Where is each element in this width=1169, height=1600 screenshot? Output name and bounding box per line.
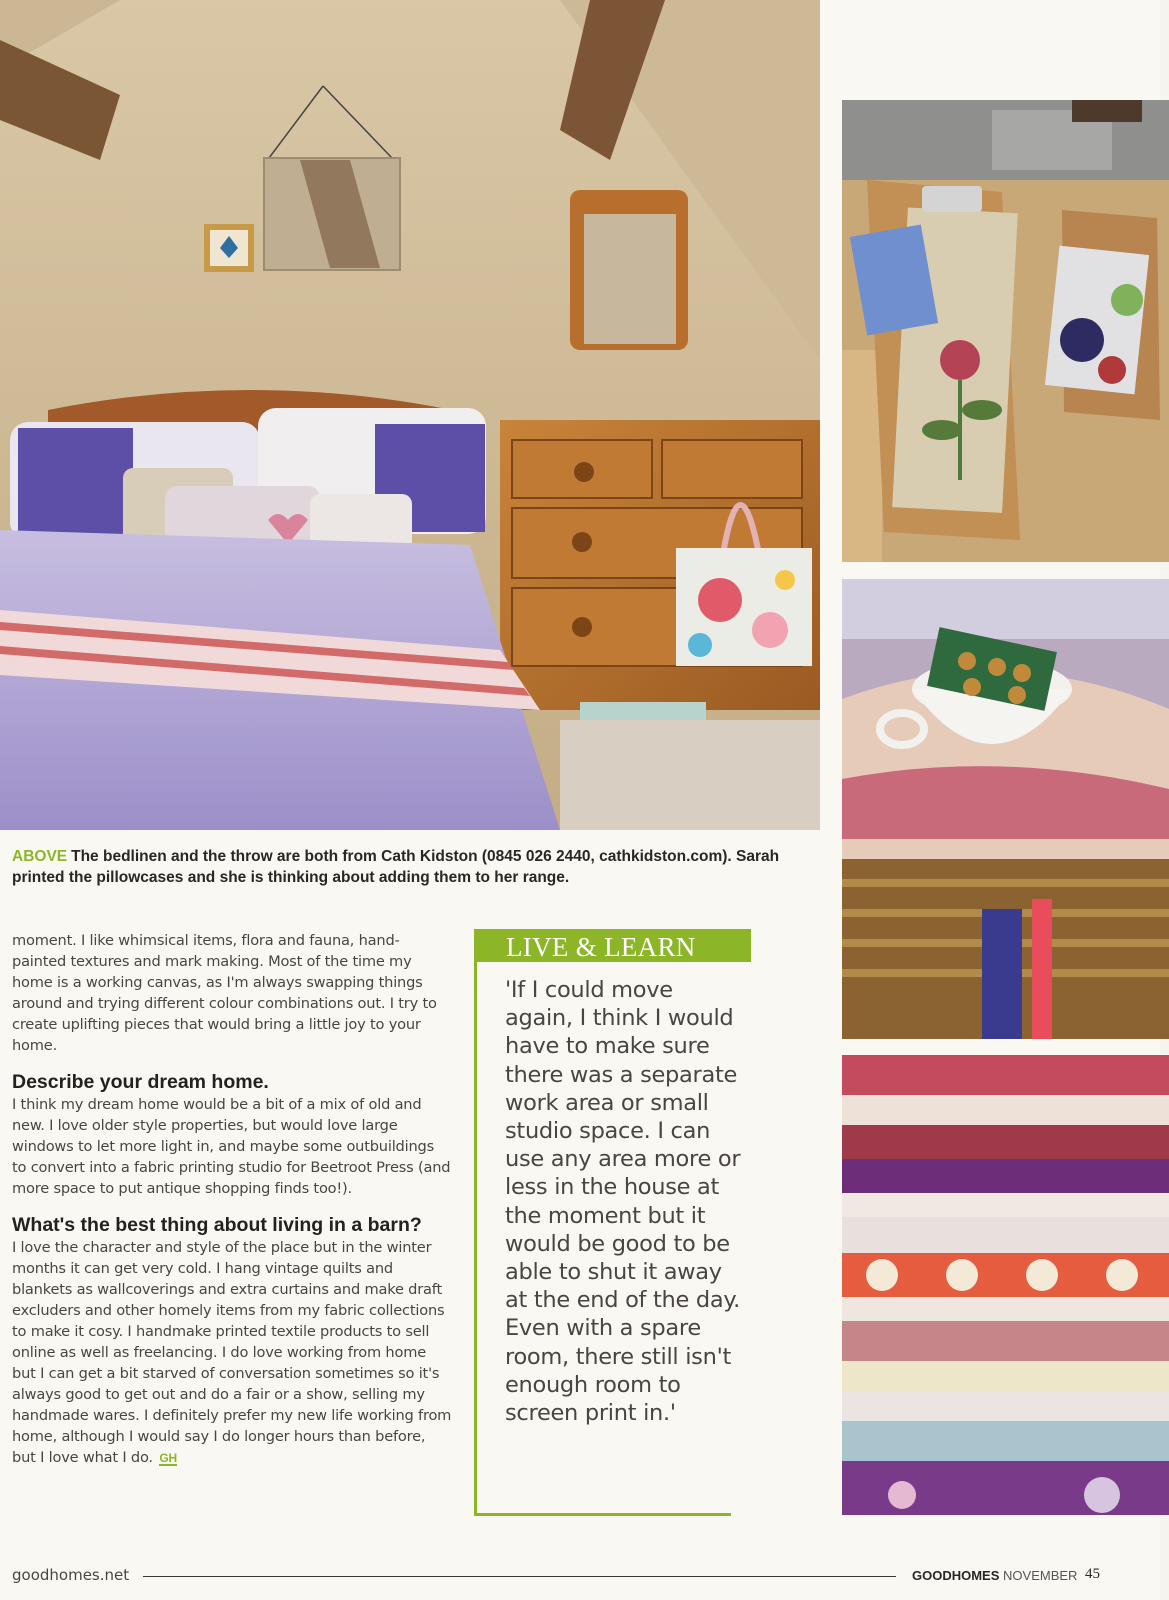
teacup-illustration xyxy=(842,579,1169,1039)
caption-label: ABOVE xyxy=(12,848,68,865)
footer-rule xyxy=(143,1576,896,1577)
bedroom-photo xyxy=(0,0,820,830)
photo-caption xyxy=(12,846,812,888)
issue-month: NOVEMBER xyxy=(1003,1568,1078,1583)
clipboards-photo xyxy=(842,100,1169,562)
caption-text: The bedlinen and the throw are both from Cath Kidston (0845 026 2440, cathkidston.com). Sarah printed the pillowcases and she is thinking about adding them to her range. xyxy=(12,848,780,886)
article-intro: moment. I like whimsical items, flora and fauna, hand-painted textures and mark making. Most of the time my home is a working canvas, as I'm always swapping things around and trying different colour combinations out. I try to create uplifting pieces that would bring a little joy to your home. xyxy=(12,932,437,1054)
teacup-photo xyxy=(842,579,1169,1039)
bedroom-illustration xyxy=(0,0,820,830)
end-mark: GH xyxy=(159,1451,177,1465)
quilts-photo xyxy=(842,1055,1169,1515)
clipboards-illustration xyxy=(842,100,1169,562)
live-learn-quote: 'If I could move again, I think I would have to make sure there was a separate work area or small studio space. I can use any area more or less in the house at the moment but it would be good to be able to shut it away at the end of the day. Even with a spare room, there still isn't enough room to screen print in.' xyxy=(505,977,741,1427)
answer-dream-home: I think my dream home would be a bit of a mix of old and new. I love older style properties, but would love large windows to let more light in, and maybe some outbuildings to convert into a fabric printing studio for Beetroot Press (and more space to put antique shopping finds too!). xyxy=(12,1096,451,1197)
magazine-name: GOODHOMES xyxy=(912,1568,1000,1583)
answer-barn: I love the character and style of the place but in the winter months it can get very cold. I hang vintage quilts and blankets as wallcoverings and extra curtains and make draft excluders and other homely items from my fabric collections to make it cosy. I handmake printed textile products to sell online as well as freelancing. I do love working from home but I can get a bit starved of conversation sometimes so it's always good to get out and do a fair or a show, selling my handmade wares. I definitely prefer my new life working from home, although I would say I do longer hours than before, but I love what I do. xyxy=(12,1239,452,1466)
footer-magazine xyxy=(912,1568,1077,1583)
article-body xyxy=(12,930,452,1482)
question-barn: What's the best thing about living in a barn? xyxy=(12,1214,422,1236)
question-dream-home: Describe your dream home. xyxy=(12,1071,269,1093)
live-learn-title: LIVE & LEARN xyxy=(506,932,696,962)
footer-url: goodhomes.net xyxy=(12,1566,130,1584)
quilts-illustration xyxy=(842,1055,1169,1515)
page-number: 45 xyxy=(1085,1566,1100,1582)
answer-barn-paragraph xyxy=(12,1237,452,1468)
